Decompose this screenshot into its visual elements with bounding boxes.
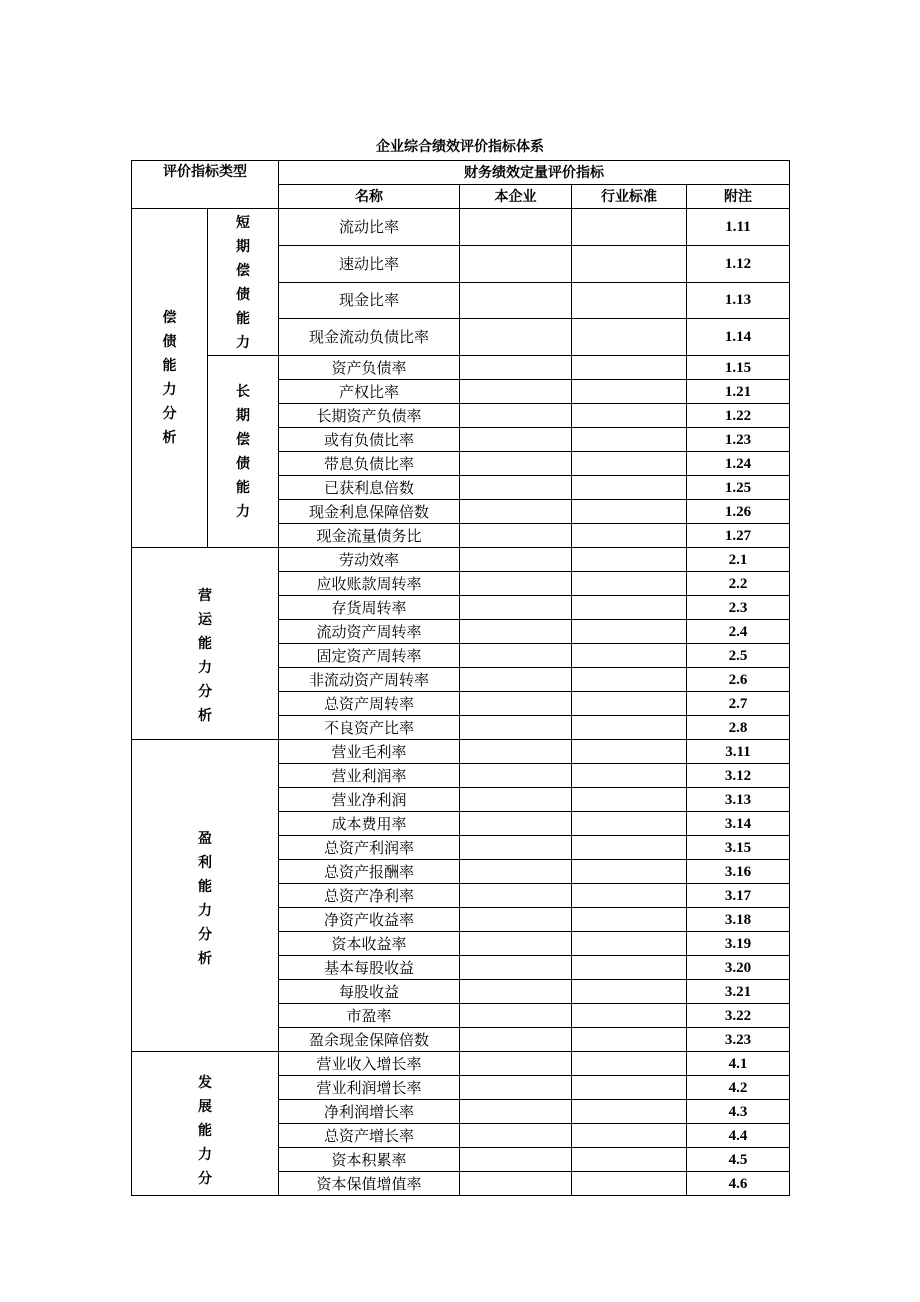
note-cell: 1.22 [687, 404, 790, 428]
indicator-name: 市盈率 [279, 1004, 460, 1028]
note-cell: 3.20 [687, 956, 790, 980]
indicator-name: 资本保值增值率 [279, 1172, 460, 1196]
industry-standard-cell [572, 644, 687, 668]
indicator-name: 成本费用率 [279, 812, 460, 836]
company-value-cell [460, 245, 572, 282]
industry-standard-cell [572, 860, 687, 884]
note-cell: 1.15 [687, 356, 790, 380]
indicator-name: 现金流动负债比率 [279, 319, 460, 356]
indicator-name: 营业利润率 [279, 764, 460, 788]
company-value-cell [460, 452, 572, 476]
industry-standard-cell [572, 282, 687, 319]
table-row [132, 548, 790, 572]
header-row-1 [132, 161, 790, 185]
company-value-cell [460, 860, 572, 884]
note-cell: 3.13 [687, 788, 790, 812]
industry-standard-cell [572, 524, 687, 548]
indicator-name: 不良资产比率 [279, 716, 460, 740]
company-value-cell [460, 1124, 572, 1148]
company-value-cell [460, 282, 572, 319]
company-value-cell [460, 764, 572, 788]
indicator-name: 盈余现金保障倍数 [279, 1028, 460, 1052]
subcategory-long-term [208, 356, 279, 548]
header-type-cell: 评价指标类型 [132, 161, 279, 209]
page-title: 企业综合绩效评价指标体系 [376, 139, 544, 155]
category-solvency [132, 209, 208, 548]
note-cell: 1.13 [687, 282, 790, 319]
industry-standard-cell [572, 908, 687, 932]
note-cell: 1.27 [687, 524, 790, 548]
company-value-cell [460, 908, 572, 932]
note-cell: 1.11 [687, 209, 790, 246]
indicator-table [131, 160, 790, 1196]
industry-standard-cell [572, 956, 687, 980]
category-profitability [132, 740, 279, 1052]
indicator-name: 现金流量债务比 [279, 524, 460, 548]
subcategory-short-term [208, 209, 279, 356]
industry-standard-cell [572, 596, 687, 620]
note-cell: 4.1 [687, 1052, 790, 1076]
indicator-name: 非流动资产周转率 [279, 668, 460, 692]
company-value-cell [460, 692, 572, 716]
industry-standard-cell [572, 1076, 687, 1100]
industry-standard-cell [572, 740, 687, 764]
company-value-cell [460, 356, 572, 380]
indicator-name: 产权比率 [279, 380, 460, 404]
indicator-name: 营业利润增长率 [279, 1076, 460, 1100]
note-cell: 3.16 [687, 860, 790, 884]
company-value-cell [460, 1148, 572, 1172]
category-growth [132, 1052, 279, 1196]
note-cell: 3.14 [687, 812, 790, 836]
note-cell: 3.15 [687, 836, 790, 860]
indicator-name: 每股收益 [279, 980, 460, 1004]
industry-standard-cell [572, 1172, 687, 1196]
indicator-name: 流动比率 [279, 209, 460, 246]
note-cell: 1.14 [687, 319, 790, 356]
header-name-cell: 名称 [279, 185, 460, 209]
subcategory-label: 长期偿债能力 [235, 383, 250, 520]
note-cell: 3.17 [687, 884, 790, 908]
indicator-name: 净利润增长率 [279, 1100, 460, 1124]
industry-standard-cell [572, 319, 687, 356]
industry-standard-cell [572, 668, 687, 692]
note-cell: 3.21 [687, 980, 790, 1004]
company-value-cell [460, 548, 572, 572]
company-value-cell [460, 812, 572, 836]
industry-standard-cell [572, 980, 687, 1004]
company-value-cell [460, 1172, 572, 1196]
category-label: 偿债能力分析 [162, 310, 177, 446]
header-company-cell: 本企业 [460, 185, 572, 209]
industry-standard-cell [572, 245, 687, 282]
industry-standard-cell [572, 1148, 687, 1172]
company-value-cell [460, 596, 572, 620]
note-cell: 3.23 [687, 1028, 790, 1052]
note-cell: 2.2 [687, 572, 790, 596]
header-note-cell: 附注 [687, 185, 790, 209]
company-value-cell [460, 740, 572, 764]
indicator-name: 已获利息倍数 [279, 476, 460, 500]
table-row [132, 1052, 790, 1076]
industry-standard-cell [572, 476, 687, 500]
indicator-table-body [132, 161, 790, 1196]
industry-standard-cell [572, 452, 687, 476]
note-cell: 2.8 [687, 716, 790, 740]
company-value-cell [460, 1076, 572, 1100]
industry-standard-cell [572, 692, 687, 716]
category-label: 营运能力分析 [197, 587, 212, 724]
note-cell: 4.3 [687, 1100, 790, 1124]
note-cell: 1.12 [687, 245, 790, 282]
indicator-name: 劳动效率 [279, 548, 460, 572]
company-value-cell [460, 572, 572, 596]
industry-standard-cell [572, 572, 687, 596]
industry-standard-cell [572, 812, 687, 836]
indicator-name: 固定资产周转率 [279, 644, 460, 668]
company-value-cell [460, 428, 572, 452]
industry-standard-cell [572, 620, 687, 644]
company-value-cell [460, 836, 572, 860]
note-cell: 1.23 [687, 428, 790, 452]
note-cell: 3.12 [687, 764, 790, 788]
indicator-name: 营业净利润 [279, 788, 460, 812]
header-group-cell: 财务绩效定量评价指标 [279, 161, 790, 185]
industry-standard-cell [572, 1028, 687, 1052]
industry-standard-cell [572, 404, 687, 428]
company-value-cell [460, 404, 572, 428]
indicator-name: 资产负债率 [279, 356, 460, 380]
note-cell: 1.24 [687, 452, 790, 476]
note-cell: 3.18 [687, 908, 790, 932]
indicator-name: 总资产增长率 [279, 1124, 460, 1148]
indicator-name: 带息负债比率 [279, 452, 460, 476]
note-cell: 2.6 [687, 668, 790, 692]
company-value-cell [460, 956, 572, 980]
category-label: 盈利能力分析 [197, 830, 212, 967]
industry-standard-cell [572, 836, 687, 860]
indicator-name: 总资产报酬率 [279, 860, 460, 884]
indicator-name: 流动资产周转率 [279, 620, 460, 644]
category-operation [132, 548, 279, 740]
industry-standard-cell [572, 788, 687, 812]
note-cell: 3.11 [687, 740, 790, 764]
industry-standard-cell [572, 716, 687, 740]
industry-standard-cell [572, 1052, 687, 1076]
industry-standard-cell [572, 548, 687, 572]
category-label: 发展能力分 [197, 1074, 212, 1187]
company-value-cell [460, 500, 572, 524]
industry-standard-cell [572, 209, 687, 246]
industry-standard-cell [572, 1004, 687, 1028]
indicator-name: 速动比率 [279, 245, 460, 282]
indicator-name: 总资产净利率 [279, 884, 460, 908]
note-cell: 1.21 [687, 380, 790, 404]
industry-standard-cell [572, 884, 687, 908]
company-value-cell [460, 1052, 572, 1076]
note-cell: 2.1 [687, 548, 790, 572]
note-cell: 1.25 [687, 476, 790, 500]
note-cell: 3.19 [687, 932, 790, 956]
company-value-cell [460, 980, 572, 1004]
note-cell: 2.5 [687, 644, 790, 668]
indicator-name: 资本收益率 [279, 932, 460, 956]
header-industry-cell: 行业标准 [572, 185, 687, 209]
industry-standard-cell [572, 1124, 687, 1148]
indicator-name: 资本积累率 [279, 1148, 460, 1172]
table-row [132, 209, 790, 246]
company-value-cell [460, 524, 572, 548]
company-value-cell [460, 932, 572, 956]
company-value-cell [460, 476, 572, 500]
table-row [132, 740, 790, 764]
indicator-name: 长期资产负债率 [279, 404, 460, 428]
company-value-cell [460, 1004, 572, 1028]
note-cell: 2.3 [687, 596, 790, 620]
company-value-cell [460, 788, 572, 812]
indicator-name: 基本每股收益 [279, 956, 460, 980]
industry-standard-cell [572, 356, 687, 380]
company-value-cell [460, 620, 572, 644]
indicator-name: 净资产收益率 [279, 908, 460, 932]
note-cell: 2.4 [687, 620, 790, 644]
industry-standard-cell [572, 428, 687, 452]
note-cell: 4.6 [687, 1172, 790, 1196]
company-value-cell [460, 884, 572, 908]
industry-standard-cell [572, 932, 687, 956]
indicator-name: 应收账款周转率 [279, 572, 460, 596]
industry-standard-cell [572, 1100, 687, 1124]
industry-standard-cell [572, 500, 687, 524]
indicator-name: 现金比率 [279, 282, 460, 319]
company-value-cell [460, 209, 572, 246]
indicator-name: 营业毛利率 [279, 740, 460, 764]
indicator-name: 营业收入增长率 [279, 1052, 460, 1076]
indicator-name: 现金利息保障倍数 [279, 500, 460, 524]
indicator-name: 存货周转率 [279, 596, 460, 620]
note-cell: 4.4 [687, 1124, 790, 1148]
indicator-name: 或有负债比率 [279, 428, 460, 452]
indicator-name: 总资产周转率 [279, 692, 460, 716]
company-value-cell [460, 668, 572, 692]
company-value-cell [460, 380, 572, 404]
company-value-cell [460, 1028, 572, 1052]
industry-standard-cell [572, 380, 687, 404]
company-value-cell [460, 644, 572, 668]
subcategory-label: 短期偿债能力 [235, 215, 250, 351]
note-cell: 2.7 [687, 692, 790, 716]
industry-standard-cell [572, 764, 687, 788]
note-cell: 1.26 [687, 500, 790, 524]
note-cell: 4.2 [687, 1076, 790, 1100]
table-row [132, 356, 790, 380]
note-cell: 3.22 [687, 1004, 790, 1028]
company-value-cell [460, 319, 572, 356]
company-value-cell [460, 1100, 572, 1124]
note-cell: 4.5 [687, 1148, 790, 1172]
indicator-name: 总资产利润率 [279, 836, 460, 860]
company-value-cell [460, 716, 572, 740]
